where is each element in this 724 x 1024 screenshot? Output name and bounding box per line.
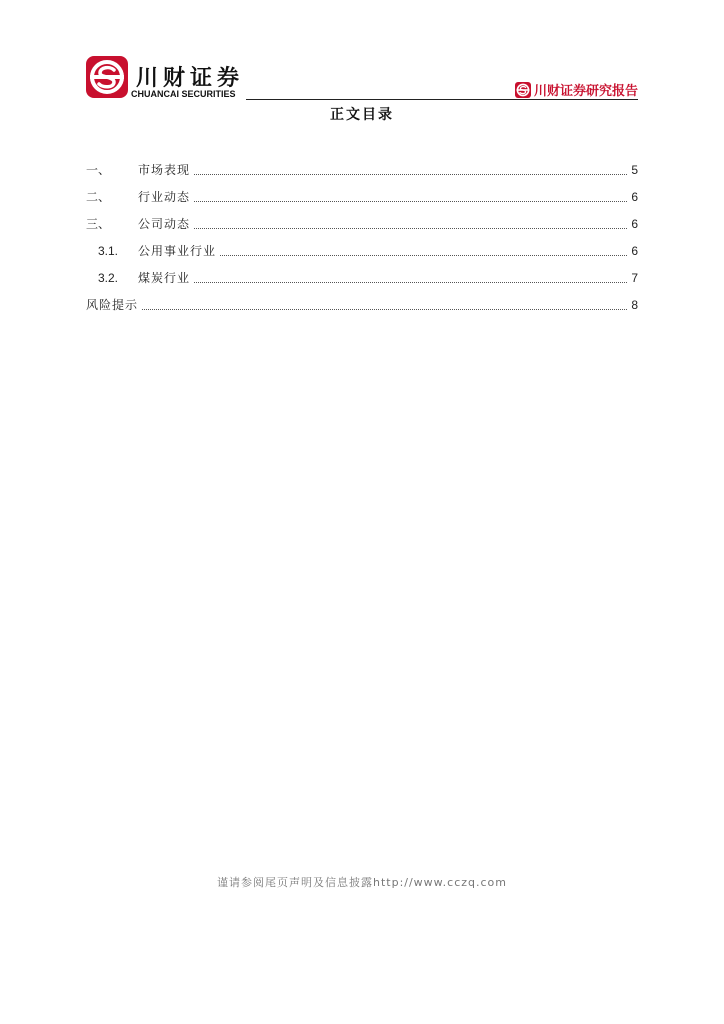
toc-item-page: 6 <box>631 243 638 258</box>
toc-item-label: 煤炭行业 <box>138 271 191 285</box>
report-brand-text: 川财证券研究报告 <box>533 84 638 99</box>
toc-item-page: 8 <box>631 297 638 312</box>
toc-item-market-performance[interactable] <box>86 156 638 183</box>
toc-item-coal[interactable] <box>86 264 638 291</box>
toc-item-risk-warning[interactable] <box>86 291 638 318</box>
toc-item-number: 3.2. <box>98 270 119 285</box>
toc-leader-dots <box>142 309 627 310</box>
toc-item-company-news[interactable] <box>86 210 638 237</box>
toc-item-industry-news[interactable] <box>86 183 638 210</box>
toc-item-page: 6 <box>631 216 638 231</box>
toc-item-utilities[interactable] <box>86 237 638 264</box>
toc-leader-dots <box>194 174 627 175</box>
toc-item-page: 6 <box>631 189 638 204</box>
toc-item-number: 一、 <box>86 163 111 177</box>
toc-leader-dots <box>220 255 627 256</box>
chuancai-logo-icon <box>86 56 128 98</box>
page-footer-disclaimer: 谨请参阅尾页声明及信息披露http://www.cczq.com <box>216 876 507 889</box>
toc-item-label: 市场表现 <box>138 163 191 177</box>
toc-item-label: 公司动态 <box>138 217 191 231</box>
logo-chinese-name: 川财证券 <box>136 66 245 91</box>
header-divider <box>246 99 638 100</box>
toc-item-label: 公用事业行业 <box>138 244 217 258</box>
toc-leader-dots <box>194 228 627 229</box>
logo-english-name: CHUANCAI SECURITIES <box>131 89 236 99</box>
toc-item-label: 风险提示 <box>86 298 139 312</box>
toc-item-number: 二、 <box>86 190 111 204</box>
toc-title: 正文目录 <box>330 107 394 123</box>
table-of-contents <box>86 156 638 318</box>
report-brand <box>515 80 638 99</box>
toc-leader-dots <box>194 201 627 202</box>
toc-item-number: 三、 <box>86 217 111 231</box>
toc-item-page: 7 <box>631 270 638 285</box>
toc-item-page: 5 <box>631 162 638 177</box>
toc-item-label: 行业动态 <box>138 190 191 204</box>
chuancai-small-logo-icon <box>515 82 531 98</box>
toc-leader-dots <box>194 282 627 283</box>
page-header <box>0 0 724 110</box>
toc-item-number: 3.1. <box>98 243 119 258</box>
